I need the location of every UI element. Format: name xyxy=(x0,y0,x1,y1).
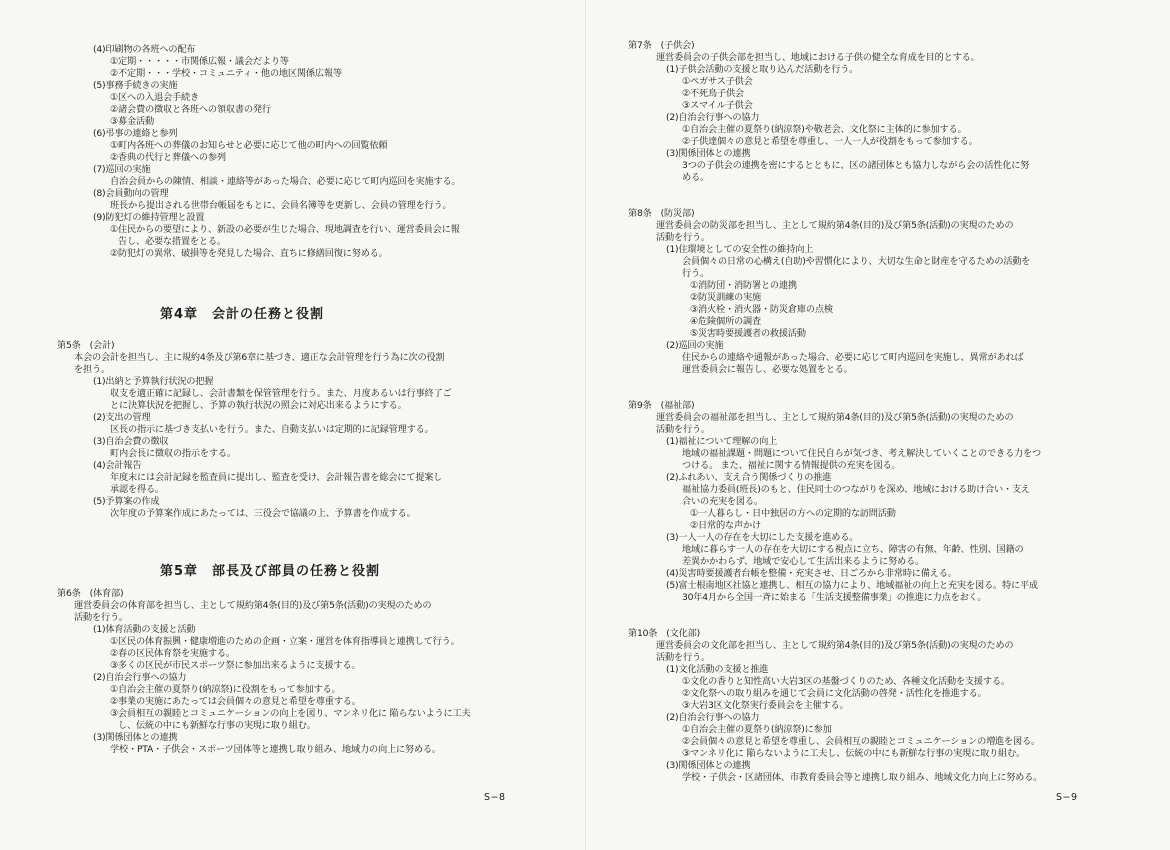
text-line: 合いの充実を図る。 xyxy=(682,496,763,507)
text-line: ②不死鳥子供会 xyxy=(682,88,744,99)
text-line: (9)防犯灯の維持管理と設置 xyxy=(93,212,205,223)
text-line: 年度末には会計記録を監査員に提出し、監査を受け、会計報告書を総会にて提案し xyxy=(110,472,443,483)
text-line: 町内会長に徴収の指示をする。 xyxy=(110,448,236,459)
text-line: 第6条 (体育部) xyxy=(57,588,124,599)
text-line: (1)福祉について理解の向上 xyxy=(666,436,778,447)
text-line: 住民からの連絡や通報があった場合、必要に応じて町内巡回を実施し、異常があれば xyxy=(682,352,1024,363)
text-line: ①定期・・・・・市関係広報・議会だより等 xyxy=(110,56,289,67)
text-line: ①自治会主催の夏祭り(納涼祭)に参加 xyxy=(682,724,832,735)
text-line: ②不定期・・・学校・コミュニティ・他の地区関係広報等 xyxy=(110,68,342,79)
text-line: つける。 また、福祉に関する情報提供の充実を図る。 xyxy=(682,460,901,471)
text-line: 本会の会計を担当し、主に規約4条及び第6章に基づき、適正な会計管理を行う為に次の役割 xyxy=(74,352,445,363)
text-line: (1)住環境としての安全性の維持向上 xyxy=(666,244,814,255)
text-line: 福祉協力委員(班長)のもと、住民同士のつながりを深め、地域における助け合い・支え xyxy=(682,484,1030,495)
text-line: ②事業の実施にあたっては会員個々の意見と希望を尊重する。 xyxy=(110,696,361,707)
text-line: ②春の区民体育祭を実施する。 xyxy=(110,648,235,659)
text-line: 承認を得る。 xyxy=(110,484,164,495)
text-line: (2)ふれあい、支え合う関係づくりの推進 xyxy=(666,472,832,483)
text-line: ②諸会費の徴収と各班への領収書の発行 xyxy=(110,104,271,115)
text-line: (4)印刷物の各班への配布 xyxy=(93,44,196,55)
text-line: ①自治会主催の夏祭り(納涼祭)に役割をもって参加する。 xyxy=(110,684,341,695)
text-line: 班長から提出される世帯台帳届をもとに、会員名簿等を更新し、会員の管理を行う。 xyxy=(110,200,452,211)
text-line: 収支を適正確に記録し、会計書類を保管管理を行う。また、月度あるいは行事終了ご xyxy=(110,388,452,399)
text-line: 次年度の予算案作成にあたっては、三役会で協議の上、予算書を作成する。 xyxy=(110,508,416,519)
text-line: ⑤災害時要援護者の救援活動 xyxy=(690,328,806,339)
text-line: 第7条 (子供会) xyxy=(628,40,695,51)
text-line: 区長の指示に基づき支払いを行う。また、自動支払いは定期的に記録管理する。 xyxy=(110,424,434,435)
text-line: (3)関係団体との連携 xyxy=(666,148,751,159)
text-line: (8)会員動向の管理 xyxy=(93,188,169,199)
text-line: 自治会員からの陳情、相談・連絡等があった場合、必要に応じて町内巡回を実施する。 xyxy=(110,176,461,187)
text-line: 運営委員会に報告し、必要な処置をとる。 xyxy=(682,364,853,375)
text-line: (1)子供会活動の支援と取り込んだ活動を行う。 xyxy=(666,64,859,75)
text-line: ①文化の香りと知性高い大岩3区の基盤づくりのため、各種文化活動を支援する。 xyxy=(682,676,1010,687)
text-line: ③多くの区民が市民スポーツ祭に参加出来るように支援する。 xyxy=(110,660,361,671)
text-line: ①区への入退会手続き xyxy=(110,92,199,103)
text-line: ①自治会主催の夏祭り(納涼祭)や敬老会、文化祭に主体的に参加する。 xyxy=(682,124,967,135)
text-line: 3つの子供会の連携を密にするとともに、区の諸団体とも協力しながら会の活性化に努 xyxy=(682,160,1030,171)
text-line: (3)自治会費の徴収 xyxy=(93,436,169,447)
chapter-heading: 第5章 部長及び部員の任務と役割 xyxy=(160,564,381,579)
text-line: 地域の福祉課題・問題について住民自らが気づき、考え解決していくことのできる力をつ xyxy=(682,448,1041,459)
text-line: (2)支出の管理 xyxy=(93,412,151,423)
text-line: 活動を行う。 xyxy=(656,232,710,243)
text-line: ②会員個々の意見と希望を尊重し、会員相互の親睦とコミュニケーションの増進を図る。 xyxy=(682,736,1040,747)
text-line: (3)関係団体との連携 xyxy=(93,732,178,743)
text-line: 学校・子供会・区諸団体、市教育委員会等と連携し取り組み、地域文化力向上に努める。 xyxy=(682,772,1043,783)
text-line: 運営委員会の子供会部を担当し、地域における子供の健全な育成を目的とする。 xyxy=(656,52,980,63)
text-line: 運営委員会の防災部を担当し、主として規約第4条(目的)及び第5条(活動)の実現のための xyxy=(656,220,1014,231)
text-line: ②子供達個々の意見と希望を尊重し、一人一人が役割をもって参加する。 xyxy=(682,136,978,147)
text-line: 運営委員会の文化部を担当し、主として規約第4条(目的)及び第5条(活動)の実現のための xyxy=(656,640,1014,651)
text-line: (5)予算案の作成 xyxy=(93,496,160,507)
text-line: (6)弔事の連絡と参列 xyxy=(93,128,178,139)
text-line: ③マンネリ化に 陥らないように工夫し、伝統の中にも新鮮な行事の実現に取り組む。 xyxy=(682,748,1026,759)
text-line: 会員個々の日常の心構え(自助)や習慣化により、大切な生命と財産を守るための活動を xyxy=(682,256,1031,267)
text-line: ①一人暮らし・日中独居の方への定期的な訪問活動 xyxy=(690,508,896,519)
text-line: ③募金活動 xyxy=(110,116,154,127)
text-line: 活動を行う。 xyxy=(656,424,710,435)
text-line: (4)災害時要援護者台帳を整備・充実させ、日ごろから非常時に備える。 xyxy=(666,568,957,579)
text-line: 活動を行う。 xyxy=(656,652,710,663)
text-line: 学校・PTA・子供会・スポーツ団体等と連携し取り組み、地域力の向上に努める。 xyxy=(110,744,441,755)
text-line: ③会員相互の親睦とコミュニケーションの向上を図り、マンネリ化に 陥らないように工夫 xyxy=(110,708,471,719)
text-line: (3)関係団体との連携 xyxy=(666,760,751,771)
text-line: ②防犯灯の異常、破損等を発見した場合、直ちに修繕回復に努める。 xyxy=(110,248,388,259)
text-line: 運営委員会の体育部を担当し、主として規約第4条(目的)及び第5条(活動)の実現のための xyxy=(74,600,432,611)
text-line: し、伝統の中にも新鮮な行事の実現に取り組む。 xyxy=(118,720,316,731)
text-line: ①消防団・消防署との連携 xyxy=(690,280,797,291)
text-line: 運営委員会の福祉部を担当し、主として規約第4条(目的)及び第5条(活動)の実現のための xyxy=(656,412,1014,423)
text-line: ③スマイル子供会 xyxy=(682,100,753,111)
text-line: (1)体育活動の支援と活動 xyxy=(93,624,196,635)
text-line: (5)富士根南地区社協と連携し、相互の協力により、地域福祉の向上と充実を図る。特に平成 xyxy=(666,580,1038,591)
text-line: (3)一人一人の存在を大切にした支援を進める。 xyxy=(666,532,859,543)
text-line: 地域に暮らす一人の存在を大切にする視点に立ち、障害の有無、年齢、性別、国籍の xyxy=(682,544,1024,555)
text-line: 第9条 (福祉部) xyxy=(628,400,695,411)
text-line: を担う。 xyxy=(74,364,110,375)
text-line: 告し、必要な措置をとる。 xyxy=(118,236,226,247)
text-line: (5)事務手続きの実施 xyxy=(93,80,178,91)
text-line: (2)巡回の実施 xyxy=(666,340,724,351)
text-line: ④危険個所の調査 xyxy=(690,316,761,327)
page-number: S−9 xyxy=(1056,792,1078,803)
text-line: 行う。 xyxy=(682,268,709,279)
text-line: める。 xyxy=(682,172,709,183)
right-page xyxy=(585,0,1170,850)
text-line: 活動を行う。 xyxy=(74,612,128,623)
text-line: (4)会計報告 xyxy=(93,460,142,471)
text-line: ①町内各班への葬儀のお知らせと必要に応じて他の町内への回覧依頼 xyxy=(110,140,388,151)
text-line: ②防災訓練の実施 xyxy=(690,292,761,303)
text-line: ①ペガサス子供会 xyxy=(682,76,753,87)
text-line: 30年4月から全国一斉に始まる「生活支援整備事業」の推進に力点をおく。 xyxy=(682,592,987,603)
text-line: ③消火栓・消火器・防災倉庫の点検 xyxy=(690,304,833,315)
text-line: 差異かかわらず、地域で安心して生活出来るように努める。 xyxy=(682,556,924,567)
text-line: (1)出納と予算執行状況の把握 xyxy=(93,376,214,387)
chapter-heading: 第4章 会計の任務と役割 xyxy=(160,307,325,322)
text-line: (2)自治会行事への協力 xyxy=(666,712,760,723)
text-line: (2)自治会行事への協力 xyxy=(666,112,760,123)
text-line: ①区民の体育振興・健康増進のための企画・立案・運営を体育指導員と連携して行う。 xyxy=(110,636,460,647)
text-line: 第10条 (文化部) xyxy=(628,628,700,639)
text-line: ③大岩3区文化祭実行委員会を主催する。 xyxy=(682,700,849,711)
text-line: (7)巡回の実施 xyxy=(93,164,151,175)
text-line: 第5条 (会計) xyxy=(57,340,115,351)
text-line: ②日常的な声かけ xyxy=(690,520,761,531)
text-line: ②文化祭への取り組みを通じて会員に文化活動の啓発・活性化を推進する。 xyxy=(682,688,987,699)
text-line: (2)自治会行事への協力 xyxy=(93,672,187,683)
text-line: 第8条 (防災部) xyxy=(628,208,695,219)
text-line: ②香典の代行と葬儀への参列 xyxy=(110,152,226,163)
page-number: S−8 xyxy=(484,792,506,803)
text-line: とに決算状況を把握し、予算の執行状況の照会に対応出来るようにする。 xyxy=(110,400,407,411)
text-line: ①住民からの要望により、新設の必要が生じた場合、現地調査を行い、運営委員会に報 xyxy=(110,224,460,235)
text-line: (1)文化活動の支援と推進 xyxy=(666,664,769,675)
